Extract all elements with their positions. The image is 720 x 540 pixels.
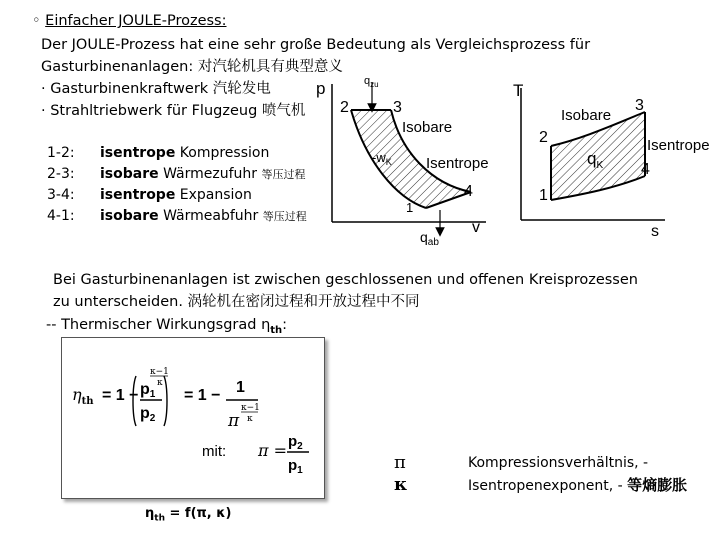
efficiency-heading-suffix: : — [282, 317, 288, 333]
process-step-description — [100, 164, 307, 185]
process-step-key: 2-3: — [47, 166, 75, 182]
formula-one: 1 — [236, 379, 245, 396]
formula-eta: $\eta_{th}$ — [72, 385, 94, 407]
ts-point-4: 4 — [641, 161, 650, 178]
ts-point-1: 1 — [539, 187, 548, 204]
pv-v-label: v — [472, 219, 480, 236]
heading-title-line — [32, 11, 227, 32]
symbol-pi-description: Kompressionsverhältnis, - — [468, 455, 649, 471]
ts-point-3: 3 — [635, 97, 644, 114]
ts-isobare-label: Isobare — [561, 107, 612, 124]
bullet-marker: ◦ — [32, 13, 41, 29]
process-step-cn: 等压过程 — [261, 168, 306, 181]
process-step-description — [100, 185, 307, 206]
pv-q-out-label: $q_{ab}$ — [420, 229, 439, 248]
efficiency-function-sub: th — [154, 513, 165, 524]
pv-isentrope-label: Isentrope — [426, 155, 489, 172]
sub-bullet: · — [41, 81, 46, 97]
formula-p1: p1 — [140, 381, 156, 400]
ts-diagram — [505, 72, 720, 248]
paragraph-line-1: Bei Gasturbinenanlagen ist zwischen geschlossenen und offenen Kreisprozessen — [53, 272, 638, 288]
ts-isentrope-label: Isentrope — [647, 137, 710, 154]
process-step-action: Wärmezufuhr — [158, 166, 262, 182]
symbol-kappa: κ — [394, 474, 408, 495]
process-step-key: 1-2: — [47, 145, 75, 161]
efficiency-formula-box — [61, 337, 325, 499]
symbol-pi: π — [394, 452, 406, 473]
process-step-row — [47, 206, 307, 227]
process-step-type: isentrope — [100, 187, 176, 203]
process-steps-table — [47, 143, 307, 227]
pv-point-1: 1 — [406, 200, 414, 215]
formula-mit: mit: — [202, 443, 227, 460]
process-step-description — [100, 206, 307, 227]
formula-def-p1: $p_1$ — [288, 457, 303, 476]
application-item-2 — [41, 101, 305, 122]
process-step-description — [100, 143, 307, 164]
formula-equals-1: = 1 − — [102, 387, 139, 404]
ts-t-label: T — [513, 81, 524, 100]
formula-pi-exp-num: κ−1 — [241, 403, 260, 413]
application-item-1 — [41, 79, 271, 100]
paragraph-line-2: zu unterscheiden. 涡轮机在密闭过程和开放过程中不同 — [53, 294, 420, 310]
formula-def-p2: $p_2$ — [288, 433, 303, 452]
efficiency-heading-prefix: -- Thermischer Wirkungsgrad η — [46, 317, 271, 333]
formula-equals-2: = 1 − — [184, 387, 221, 404]
pv-q-in-label: $q_{zu}$ — [364, 75, 379, 89]
formula-exponent-num: κ−1 — [150, 367, 169, 377]
process-step-type: isentrope — [100, 145, 176, 161]
pv-point-3: 3 — [393, 99, 402, 116]
pv-point-4: 4 — [464, 183, 473, 200]
section-title: Einfacher JOULE-Prozess: — [45, 13, 227, 29]
efficiency-function-eta: η — [145, 506, 155, 521]
pv-p-label: p — [316, 79, 326, 98]
pv-work-label: $-w_K$ — [372, 150, 392, 167]
process-step-action: Expansion — [175, 187, 252, 203]
intro-line-2: Gasturbinenanlagen: 对汽轮机具有典型意义 — [41, 59, 343, 75]
sub-bullet: · — [41, 103, 46, 119]
intro-line-1: Der JOULE-Prozess hat eine sehr große Bedeutung als Vergleichsprozess für — [41, 37, 591, 53]
process-step-action: Kompression — [175, 145, 270, 161]
ts-cycle-area — [551, 112, 645, 200]
symbol-kappa-description-cn: 等熵膨胀 — [627, 476, 688, 494]
ts-heat-label: $q_K$ — [587, 149, 604, 171]
formula-pi-def: π = — [258, 441, 288, 460]
process-step-key: 3-4: — [47, 187, 75, 203]
symbol-kappa-description — [468, 474, 687, 497]
process-step-type: isobare — [100, 166, 159, 182]
application-item-1-label: Gasturbinenkraftwerk 汽轮发电 — [50, 81, 271, 97]
process-step-action: Wärmeabfuhr — [158, 208, 263, 224]
process-step-row — [47, 164, 307, 185]
formula-paren-right — [164, 376, 167, 426]
process-step-row — [47, 185, 307, 206]
formula-pi: π — [228, 411, 240, 431]
process-step-key: 4-1: — [47, 208, 75, 224]
ts-point-2: 2 — [539, 129, 548, 146]
efficiency-function — [145, 506, 231, 524]
application-item-2-label: Strahltriebwerk für Flugzeug 喷气机 — [50, 103, 306, 119]
formula-pi-exp-den: κ — [247, 414, 253, 424]
formula-exponent-den: κ — [157, 378, 163, 388]
process-step-type: isobare — [100, 208, 159, 224]
process-step-row — [47, 143, 307, 164]
pv-isobare-label: Isobare — [402, 119, 453, 136]
process-step-cn: 等压过程 — [262, 210, 307, 223]
efficiency-heading-sub: th — [270, 324, 283, 336]
ts-s-label: s — [651, 223, 659, 240]
efficiency-formula — [62, 338, 324, 498]
pv-diagram — [306, 72, 502, 248]
pv-point-2: 2 — [340, 99, 349, 116]
efficiency-function-rest: = f(π, κ) — [164, 506, 232, 521]
symbol-kappa-description-de: Isentropenexponent, - — [468, 478, 628, 494]
formula-p2: p2 — [140, 405, 156, 424]
